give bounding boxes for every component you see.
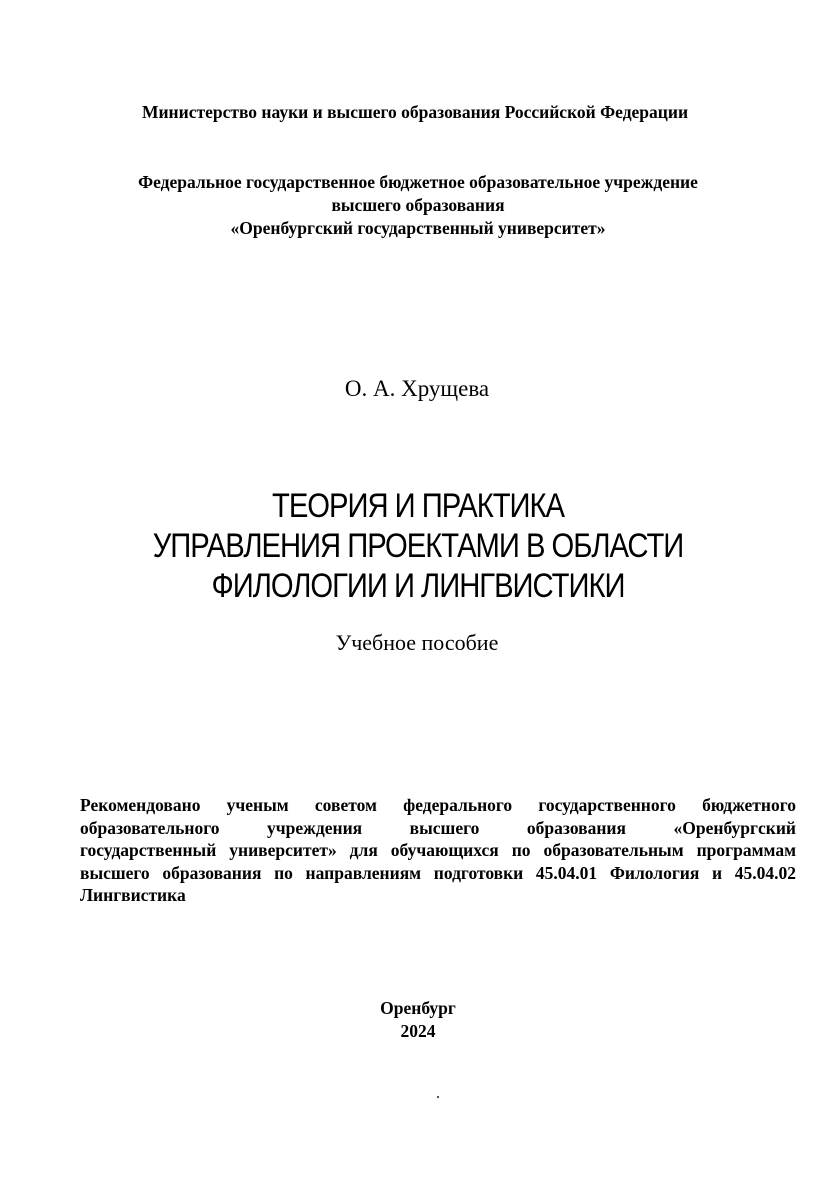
- recommendation-line-5: Лингвистика: [80, 885, 186, 905]
- institution-line-2: высшего образования: [331, 195, 505, 215]
- publication-year: 2024: [400, 1021, 436, 1041]
- book-title-line-2: УПРАВЛЕНИЯ ПРОЕКТАМИ В ОБЛАСТИ: [152, 527, 684, 565]
- page-dot: [437, 1096, 439, 1098]
- recommendation-line-3: государственный университет» для обучающихся по образовательным программам: [80, 840, 796, 860]
- book-subtitle: Учебное пособие: [335, 630, 499, 655]
- recommendation-line-1: Рекомендовано ученым советом федерального государственного бюджетного: [80, 795, 796, 815]
- institution-line-3: «Оренбургский государственный университет»: [230, 218, 606, 238]
- author-name: О. А. Хрущева: [344, 376, 490, 401]
- ministry-name: Министерство науки и высшего образования Российской Федерации: [141, 102, 689, 122]
- publication-city: Оренбург: [380, 998, 456, 1018]
- recommendation-paragraph: [80, 794, 796, 907]
- recommendation-line-4: высшего образования по направлениям подготовки 45.04.01 Филология и 45.04.02: [80, 862, 796, 883]
- book-title-line-3: ФИЛОЛОГИИ И ЛИНГВИСТИКИ: [211, 567, 625, 605]
- book-title-line-1: ТЕОРИЯ И ПРАКТИКА: [272, 487, 564, 525]
- recommendation-line-2: образовательного учреждения высшего образования «Оренбургский: [80, 817, 796, 838]
- institution-line-1: Федеральное государственное бюджетное образовательное учреждение: [138, 172, 698, 192]
